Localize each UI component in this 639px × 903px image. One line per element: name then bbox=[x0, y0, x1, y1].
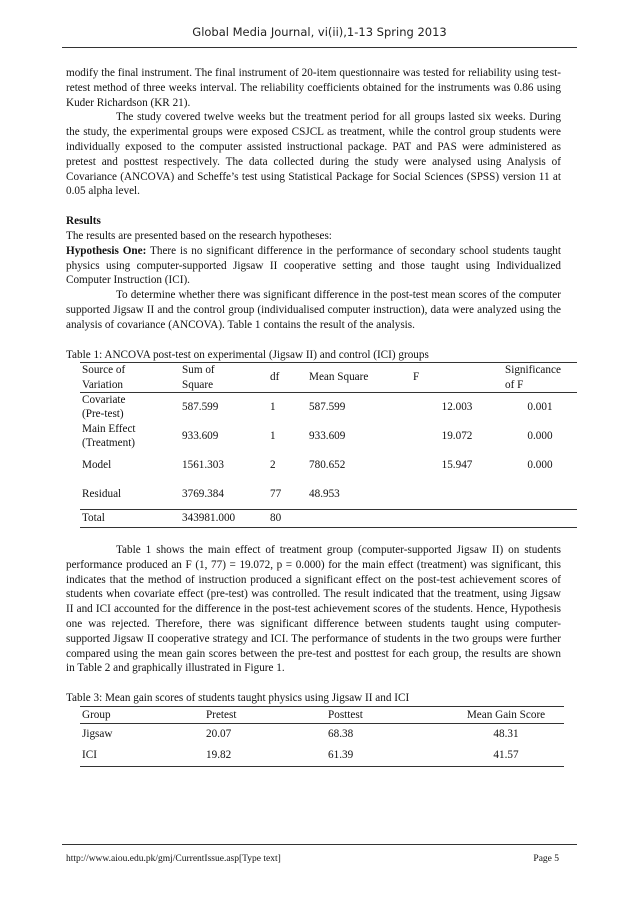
paragraph: The study covered twelve weeks but the treatment period for all groups lasted six weeks. During the study, the experimental groups were exposed CSJCL as treatment, while the control group students were individually exposed to the computer assisted instructional package. PAT and PAS were administered as pretest and posttest respectively. The data collected during the study were analysed using Analysis of Covariance (ANCOVA) and Scheffe’s test using Statistical Package for Social Sciences (SPSS) version 11 at 0.05 alpha level. bbox=[66, 111, 561, 198]
table-row: Total 343981.000 80 bbox=[80, 509, 577, 527]
table-header-row bbox=[80, 363, 577, 393]
paragraph: modify the final instrument. The final instrument of 20-item questionnaire was tested for reliability using test-retest method of three weeks interval. The reliability coefficients obtained for the instruments was 0.86 using Kuder Richardson (KR 21). bbox=[66, 67, 561, 109]
table-header-cell: df bbox=[268, 363, 307, 393]
footer-url: http://www.aiou.edu.pk/gmj/CurrentIssue.asp[Type text] bbox=[66, 854, 281, 864]
table-row: Model 1561.303 2 780.652 15.947 0.000 bbox=[82, 459, 553, 472]
table-header-cell: Posttest bbox=[326, 706, 448, 723]
page-number: Page 5 bbox=[533, 854, 559, 864]
table-row: Residual 3769.384 77 48.953 bbox=[82, 488, 340, 501]
hypothesis-text: There is no significant difference in the performance of secondary school students taught physics using computer-supported Jigsaw II cooperative setting and those taught using Individualized Computer Instruction (ICI). bbox=[66, 244, 561, 287]
table1-caption: Table 1: ANCOVA post-test on experimental (Jigsaw II) and control (ICI) groups bbox=[66, 348, 429, 361]
table-header-cell: Significance of F bbox=[503, 363, 577, 393]
table-header-cell: Group bbox=[80, 706, 204, 723]
table-header-cell: Mean Gain Score bbox=[448, 706, 564, 723]
table-header-cell: Sum of Square bbox=[180, 363, 268, 393]
page-body bbox=[66, 66, 561, 767]
table-row: Main Effect (Treatment) 933.609 1 933.609 19.072 0.000 bbox=[82, 423, 553, 450]
results-heading: Results bbox=[66, 215, 101, 228]
hypothesis-paragraph bbox=[66, 244, 561, 288]
table-row: Jigsaw 20.07 68.38 48.31 bbox=[82, 728, 519, 741]
hypothesis-label: Hypothesis One: bbox=[66, 244, 147, 257]
table-header-cell: Pretest bbox=[204, 706, 326, 723]
paragraph: The results are presented based on the research hypotheses: bbox=[66, 229, 332, 242]
table-header-cell: Source of Variation bbox=[80, 363, 180, 393]
paragraph: Table 1 shows the main effect of treatment group (computer-supported Jigsaw II) on students performance produced an F (1, 77) = 19.072, p = 0.000) for the main effect (treatment) was significant, this indicates that the method of instruction produced a significant effect on the post-test achievement scores of students when covariate effect (pre-test) was controlled. The result indicated that the treatment, using Jigsaw II and ICI accounted for the difference in the post-test achievement scores of the students. Hence, Hypothesis one was rejected. Therefore, there was significant difference between students taught using computer-supported Jigsaw II cooperative strategy and ICI. The performance of students in the two groups were further compared using the mean gain scores between the pre-test and posttest for each group, the results are shown in Table 2 and graphically illustrated in Figure 1. bbox=[66, 543, 561, 675]
table-row: ICI 19.82 61.39 41.57 bbox=[80, 745, 564, 767]
mean-gain-table bbox=[80, 706, 564, 767]
table3-caption: Table 3: Mean gain scores of students taught physics using Jigsaw II and ICI bbox=[66, 692, 410, 705]
ancova-table bbox=[80, 362, 577, 528]
table-row: Covariate (Pre-test) 587.599 1 587.599 12.003 0.001 bbox=[82, 394, 553, 421]
table-header-cell: F bbox=[411, 363, 503, 393]
footer-rule bbox=[62, 844, 577, 845]
paragraph: To determine whether there was significant difference in the post-test mean scores of the computer supported Jigsaw II and the control group (individualised computer instruction), data were analyzed using the analysis of covariance (ANCOVA). Table 1 contains the result of the analysis. bbox=[66, 289, 561, 331]
table-header-cell: Mean Square bbox=[307, 363, 411, 393]
header-rule bbox=[62, 47, 577, 48]
table-header-row bbox=[80, 706, 564, 723]
journal-header: Global Media Journal, vi(ii),1-13 Spring 2013 bbox=[192, 25, 447, 39]
